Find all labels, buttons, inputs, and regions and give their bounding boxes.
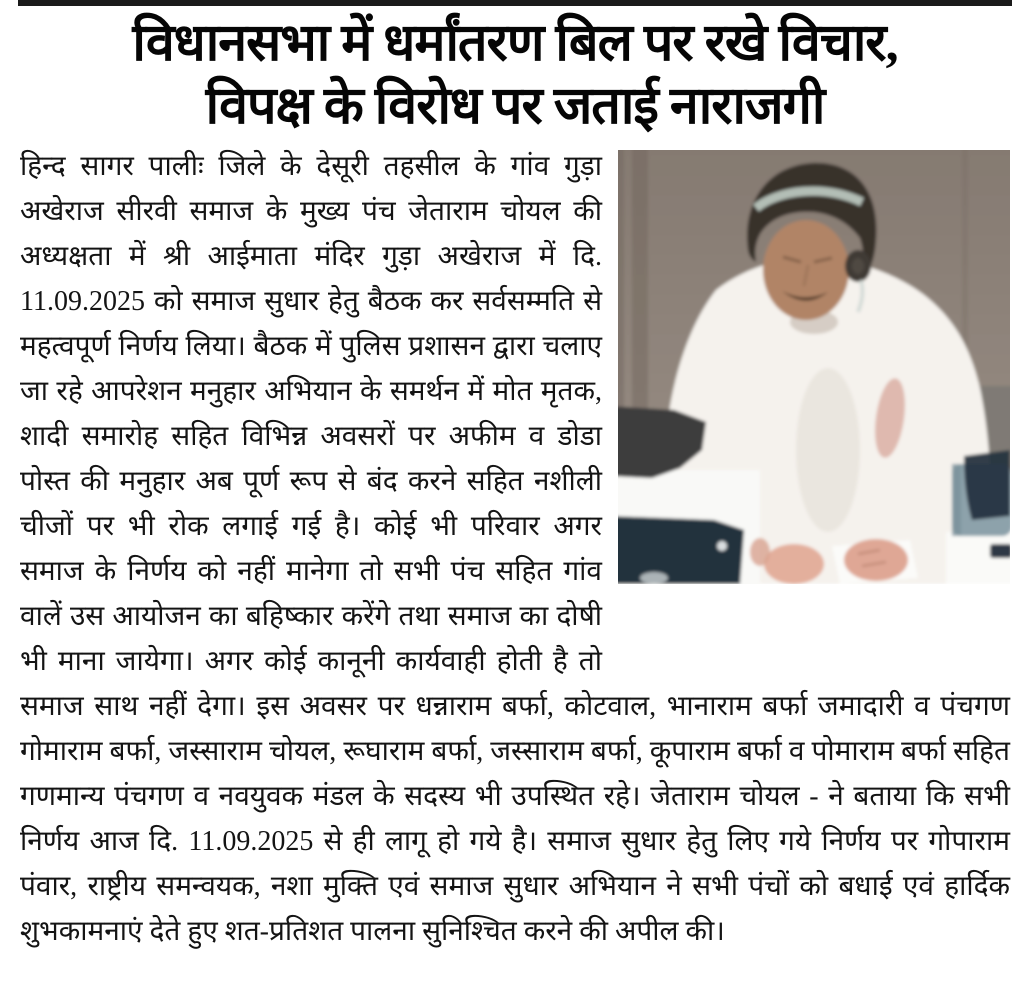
top-rule — [18, 0, 1012, 6]
article-body — [20, 144, 1010, 954]
photo-hand-right — [844, 539, 908, 581]
headline-line-1: विधानसभा में धर्मांतरण बिल पर रखे विचार, — [132, 15, 898, 72]
headline-line-2: विपक्ष के विरोध पर जताई नाराजगी — [205, 78, 825, 135]
article-dateline: हिन्द सागर पालीः — [20, 151, 204, 182]
photo-hand-smudge — [750, 538, 770, 566]
article-photo — [618, 150, 1010, 648]
photo-kurta-fold-shadow — [796, 368, 860, 532]
photo-wall-edge-shadow — [618, 150, 624, 422]
photo-monitor-dot — [717, 541, 727, 551]
photo-laptop — [964, 450, 1010, 520]
photo-image — [618, 150, 1010, 584]
photo-dark-strip-right — [990, 544, 1010, 558]
article-text: जिले के देसूरी तहसील के गांव गुड़ा अखेराज सीरवी समाज के मुख्य पंच जेताराम चोयल की अध्यक्षता में श्री आईमाता मंदिर गुड़ा अखेराज में दि. 11.09.2025 को समाज सुधार हेतु बैठक कर सर्वसम्मति से महत्वपूर्ण निर्णय लिया। बैठक में पुलिस प्रशासन द्वारा चलाए जा रहे आपरेशन मनुहार अभियान के समर्थन में मोत मृतक, शादी समारोह सहित विभिन्न अवसरों पर अफीम व डोडा पोस्त की मनुहार अब पूर्ण रूप से बंद करने सहित नशीली चीजों पर भी रोक लगाई गई है। कोई भी परिवार अगर समाज के निर्णय को नहीं मानेगा तो सभी पंच सहित गांव वालें उस आयोजन का बहिष्कार करेंगे तथा समाज का दोषी भी माना जायेगा। अगर कोई कानूनी कार्यवाही होती है तो समाज साथ नहीं देगा। इस अवसर पर धन्नाराम बर्फा, कोटवाल, भानाराम बर्फा जमादारी व पंचगण गोमाराम बर्फा, जस्साराम चोयल, रूघाराम बर्फा, जस्साराम बर्फा, कूपाराम बर्फा व पोमाराम बर्फा सहित गणमान्य पंचगण व नवयुवक मंडल के सदस्य भी उपस्थित रहे। जेताराम चोयल - ने बताया कि सभी निर्णय आज दि. 11.09.2025 से ही लागू हो गये है। समाज सुधार हेतु लिए गये निर्णय पर गोपाराम पंवार, राष्ट्रीय समन्वयक, नशा मुक्ति एवं समाज सुधार अभियान ने सभी पंचों को बधाई एवं हार्दिक शुभकामनाएं देते हुए शत-प्रतिशत पालना सुनिश्चित करने की अपील की। — [20, 151, 1010, 947]
photo-monitor-back — [618, 516, 744, 584]
photo-chair-shade — [952, 464, 961, 536]
headline — [14, 12, 1016, 138]
photo-wall-seam-left — [632, 150, 648, 422]
photo-monitor-highlight — [640, 572, 668, 584]
photo-hand-left — [764, 544, 824, 584]
photo-earcup-inner — [852, 258, 864, 274]
